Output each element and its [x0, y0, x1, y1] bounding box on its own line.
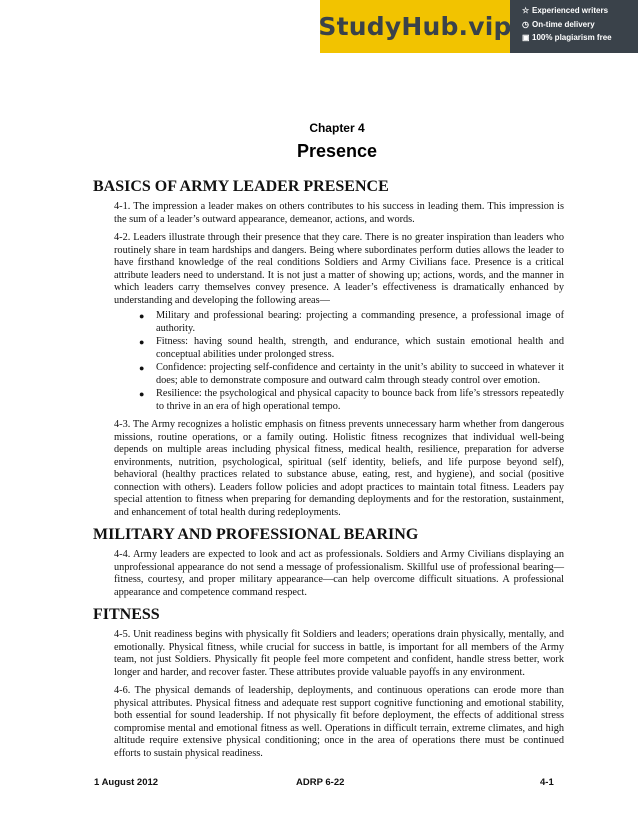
bullet-icon: ● [139, 311, 145, 321]
list-item-text: Fitness: having sound health, strength, and endurance, which sustain emotional health and conceptual abilities under prolonged stress. [156, 336, 564, 360]
paragraph-4-6: 4-6. The physical demands of leadership, deployments, and continuous operations can erode more than physical attributes. Physical fitness and adequate rest support cognitive functioning and emotional stability, both essential for sound leadership. If not physically fit before deployment, the effects of additional stress compromise mental and emotional fitness as well. Operations in difficult terrain, extreme climates, and high altitude require extensive physical conditioning; once in the area of operations there must be continued efforts to sustain physical readiness. [114, 685, 564, 759]
feature-list [510, 0, 612, 53]
section-heading: BASICS OF ARMY LEADER PRESENCE [93, 178, 389, 195]
feature-item [522, 31, 612, 45]
chapter-title: Presence [296, 141, 378, 161]
page-body [94, 171, 564, 766]
feature-item [522, 18, 612, 32]
list-item [139, 362, 564, 387]
bullet-icon: ● [139, 389, 145, 399]
document-icon: ▣ [522, 33, 530, 42]
feature-text: On-time delivery [532, 19, 595, 29]
list-item-text: Military and professional bearing: projecting a commanding presence, a professional image of authority. [156, 310, 564, 334]
list-item-text: Confidence: projecting self-confidence and certainty in the unit’s ability to succeed in whatever it does; able to demonstrate composure and outward calm through steady control over emotion. [156, 362, 564, 386]
paragraph-4-3: 4-3. The Army recognizes a holistic emphasis on fitness prevents unnecessary harm whether from dangerous missions, routine operations, or a family outing. Holistic fitness recognizes that individual well-being depends on multiple areas including physical fitness, medical health, resilience, preparation for adverse environments, nutrition, psychological, spiritual (self identity, beliefs, and life purpose beyond self), behavioral (healthy practices related to substance abuse, eating, rest, and hygiene), and social (positive connection with others). Leaders follow policies and adopt practices to maintain total fitness. Leaders pay special attention to fitness when preparing for demanding deployments and for the restoration, sustainment, and enhancement of total health during redeployments. [114, 419, 564, 518]
footer-doc-id: ADRP 6-22 [296, 777, 345, 788]
list-item [139, 336, 564, 361]
clock-icon: ◷ [522, 19, 529, 29]
list-item [139, 388, 564, 413]
list-item-text: Resilience: the psychological and physical capacity to bounce back from life’s stressors repeatedly to thrive in an era of high operational tempo. [156, 388, 564, 412]
studyhub-banner[interactable] [320, 0, 638, 53]
presence-areas-list [139, 310, 564, 413]
feature-text: 100% plagiarism free [532, 33, 612, 42]
bullet-icon: ● [139, 337, 145, 347]
star-icon: ☆ [522, 6, 530, 15]
paragraph-4-4: 4-4. Army leaders are expected to look and act as professionals. Soldiers and Army Civilians displaying an unprofessional appearance do not send a message of professionalism. Skillful use of professional bearing—fitness, courtesy, and proper military appearance—can help overcome difficult situations. A professional appearance and competence command respect. [114, 549, 564, 598]
chapter-number: Chapter 4 [309, 121, 365, 135]
brand-name: StudyHub.vip [318, 12, 512, 41]
footer-date: 1 August 2012 [94, 777, 159, 788]
page-number: 4-1 [540, 777, 554, 788]
studyhub-logo[interactable] [320, 0, 510, 53]
section-heading: FITNESS [93, 606, 160, 623]
feature-item [522, 4, 612, 18]
paragraph-4-5: 4-5. Unit readiness begins with physically fit Soldiers and leaders; operations drain physically, mentally, and emotionally. Physical fitness, while crucial for success in battle, is important for all members of the Army team, not just Soldiers. Physically fit people feel more competent and confident, handle stress better, work longer and harder, and recover faster. These attributes provide valuable payoffs in any environment. [114, 629, 564, 678]
section-heading: MILITARY AND PROFESSIONAL BEARING [93, 526, 419, 543]
bullet-icon: ● [139, 363, 145, 373]
feature-text: Experienced writers [532, 6, 609, 15]
list-item [139, 310, 564, 335]
paragraph-4-1: 4-1. The impression a leader makes on others contributes to his success in leading them. This impression is the sum of a leader’s outward appearance, demeanor, actions, and words. [114, 201, 564, 225]
paragraph-4-2: 4-2. Leaders illustrate through their presence that they care. There is no greater inspiration than leaders who routinely share in team hardships and dangers. Being where subordinates perform duties allows the leader to have firsthand knowledge of the real conditions Soldiers and Army Civilians face. Presence is a critical attribute leaders need to understand. It is not just a matter of showing up; actions, words, and the manner in which leaders carry themselves convey presence. A leader’s effectiveness is dramatically enhanced by understanding and developing the following areas— [114, 232, 564, 306]
